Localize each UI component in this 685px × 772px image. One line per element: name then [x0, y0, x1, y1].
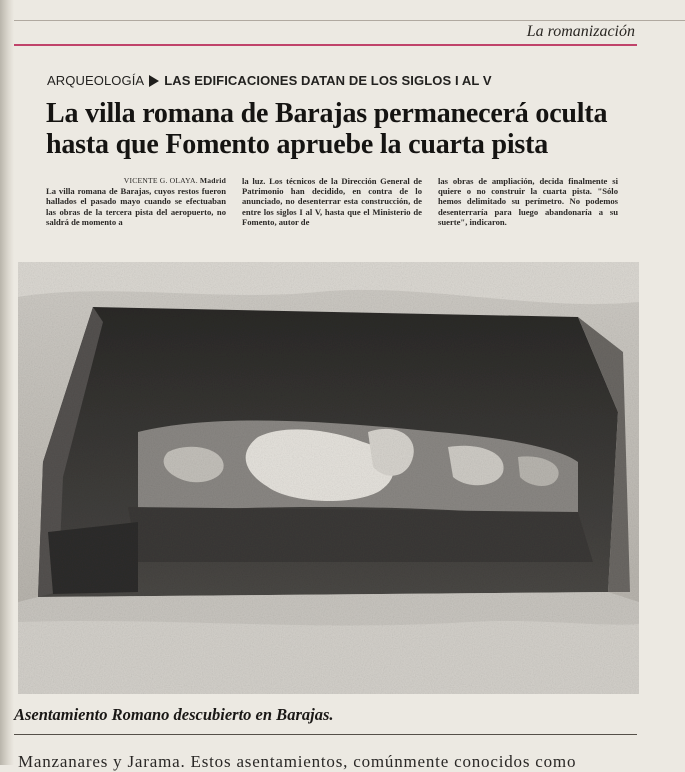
article-kicker [47, 73, 492, 88]
column-text: la luz. Los técnicos de la Dirección General de Patrimonio han decidido, en contra de lo anunciado, no desenterrar esta construcción, de entre los siglos I al V, hasta que el Ministerio de Fomento, autor de [242, 176, 422, 227]
body-text-line: Manzanares y Jarama. Estos asentamientos, comúnmente conocidos como [18, 752, 577, 771]
section-title: La romanización [526, 23, 635, 40]
article-column-3 [438, 176, 618, 227]
byline-author: VICENTE G. OLAYA. [123, 176, 198, 185]
excavation-photo [18, 262, 639, 694]
right-triangle-icon [149, 75, 159, 87]
top-rule [14, 20, 685, 21]
headline-line-2: hasta que Fomento apruebe la cuarta pista [46, 129, 549, 160]
kicker-text: LAS EDIFICACIONES DATAN DE LOS SIGLOS I AL V [164, 73, 492, 88]
photo-caption: Asentamiento Romano descubierto en Barajas. [14, 705, 334, 724]
page-binding-edge [0, 0, 14, 765]
article-column-2 [242, 176, 422, 227]
byline [46, 176, 226, 186]
article-columns [46, 176, 618, 227]
column-text: La villa romana de Barajas, cuyos restos fueron hallados el pasado mayo cuando se efectuaban las obras de la tercera pista del aeropuerto, no saldrá de momento a [46, 186, 226, 227]
article-column-1 [46, 176, 226, 227]
kicker-category: ARQUEOLOGÍA [47, 73, 145, 88]
section-accent-rule [14, 44, 637, 46]
byline-place: Madrid [199, 176, 226, 185]
headline-line-1: La villa romana de Barajas permanecerá oculta [46, 98, 608, 129]
column-text: las obras de ampliación, decida finalmente si quiere o no construir la cuarta pista. "Sólo hemos delimitado su perímetro. No podemos desenterraría para luego abandonaría a su suerte", indicaron. [438, 176, 618, 227]
bottom-rule [14, 734, 637, 735]
article-headline [46, 98, 646, 160]
